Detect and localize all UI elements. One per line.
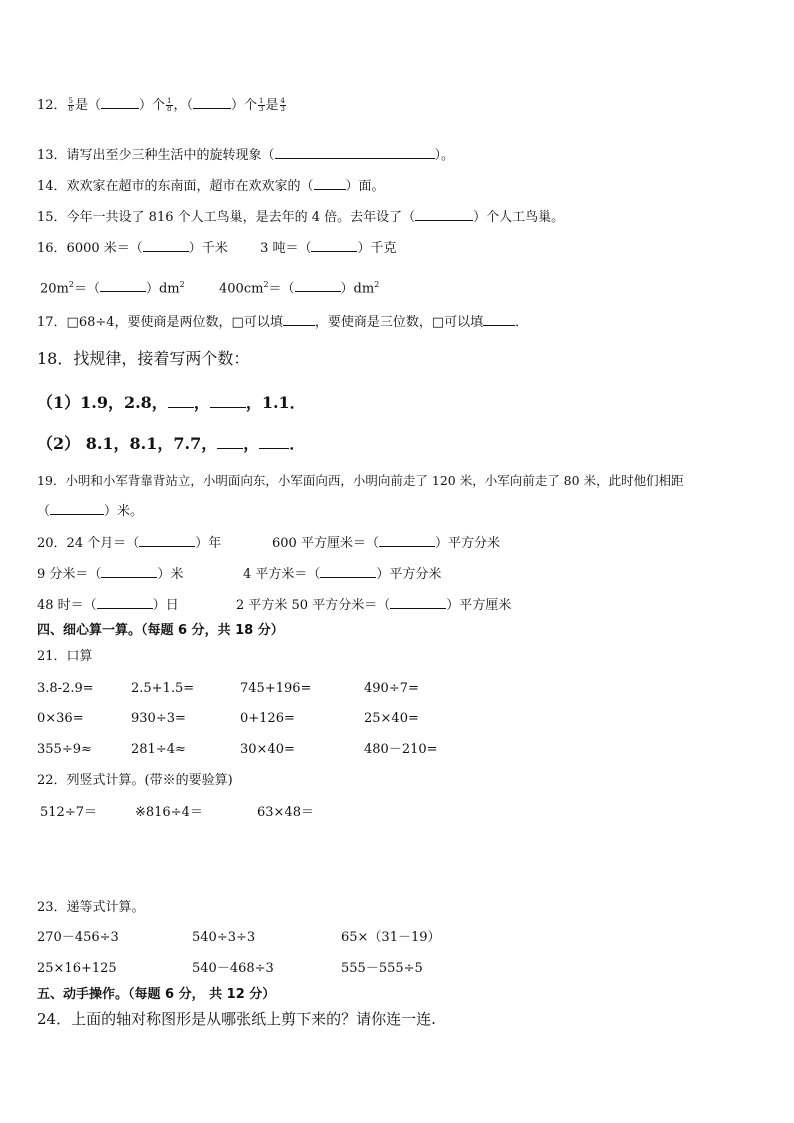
vertical-calc-item: 63×48＝: [257, 805, 314, 820]
question-13: [37, 146, 454, 165]
answer-blank[interactable]: [217, 436, 243, 449]
answer-blank[interactable]: [415, 208, 473, 221]
text: ，1.1．: [245, 393, 306, 412]
text: ）米。: [104, 504, 144, 519]
text: ）平方分米: [434, 536, 500, 551]
answer-blank[interactable]: [295, 279, 341, 292]
text: ）。: [434, 148, 455, 163]
answer-blank[interactable]: [101, 96, 139, 109]
text: 20m: [40, 281, 69, 297]
text: 9 分米＝（: [37, 567, 102, 582]
answer-blank[interactable]: [259, 436, 289, 449]
text: ）千克: [357, 241, 397, 256]
text: 是（: [75, 98, 102, 113]
fraction: $\frac{1}{3}$: [259, 97, 264, 113]
step-calc-item: 555－555÷5: [341, 961, 423, 976]
text: ，: [193, 393, 210, 412]
question-20-d: [243, 565, 441, 584]
answer-blank[interactable]: [314, 177, 346, 190]
fraction: $\frac{4}{3}$: [280, 97, 285, 113]
question-16: [37, 239, 396, 258]
answer-blank[interactable]: [97, 596, 153, 609]
text: ．: [515, 315, 529, 330]
text: ）年: [195, 536, 222, 551]
answer-blank[interactable]: [390, 596, 446, 609]
step-calc-item: 540÷3÷3: [192, 930, 256, 945]
oral-calc-item: 30×40=: [240, 742, 295, 757]
question-19-answer: [37, 502, 143, 521]
answer-blank[interactable]: [210, 395, 246, 408]
text: ，要使商是三位数，□可以填: [314, 315, 484, 330]
question-20-row-1: [37, 534, 221, 553]
oral-calc-item: 0×36=: [37, 711, 84, 726]
step-calc-item: 25×16+125: [37, 961, 117, 976]
text: ）个: [139, 98, 166, 113]
question-20-f: [236, 596, 511, 615]
oral-calc-item: 2.5+1.5=: [131, 681, 195, 696]
answer-blank[interactable]: [283, 313, 315, 326]
text: 15．今年一共设了 816 个人工鸟巢，是去年的 4 倍。去年设了（: [37, 210, 416, 225]
answer-blank[interactable]: [379, 534, 435, 547]
question-21-title: 21．口算: [37, 649, 93, 664]
text: 600 平方厘米＝（: [272, 536, 379, 551]
text: ）日: [152, 598, 179, 613]
oral-calc-item: 355÷9≈: [37, 742, 92, 757]
step-calc-item: 65×（31－19）: [341, 930, 441, 945]
fraction: $\frac{5}{8}$: [68, 97, 74, 113]
question-18: [37, 350, 249, 368]
text: 2 平方米 50 平方分米＝（: [236, 598, 391, 613]
step-calc-item: 540－468÷3: [192, 961, 274, 976]
question-22-title: 22．列竖式计算。(带※的要验算): [37, 773, 233, 788]
text: ）千米: [188, 241, 228, 256]
answer-blank[interactable]: [101, 565, 157, 578]
question-19: [37, 472, 684, 490]
answer-blank[interactable]: [168, 395, 194, 408]
text: 17．□68÷4，要使商是两位数，□可以填: [37, 315, 283, 330]
answer-blank[interactable]: [483, 313, 515, 326]
text: 19．小明和小军背靠背站立，小明面向东，小军面向西，小明向前走了 120 米，小军向前走了 80 米，此时他们相距: [37, 473, 684, 488]
oral-calc-item: 3.8-2.9=: [37, 681, 94, 696]
question-17: [37, 313, 528, 332]
answer-blank[interactable]: [320, 565, 376, 578]
answer-blank[interactable]: [311, 239, 357, 252]
text: ）个人工鸟巢。: [473, 210, 565, 225]
oral-calc-item: 480－210=: [364, 742, 438, 757]
text: ）平方厘米: [446, 598, 512, 613]
question-15: [37, 208, 564, 227]
section-heading-5: 五、动手操作。（每题 6 分， 共 12 分）: [37, 987, 276, 1002]
question-20-row-3: [37, 596, 179, 615]
text: ＝（: [73, 281, 100, 297]
text: ，（: [173, 98, 194, 113]
vertical-calc-item: 512÷7＝: [40, 805, 97, 820]
text: 16．6000 米＝（: [37, 241, 143, 256]
text: 13．请写出至少三种生活中的旋转现象（: [37, 148, 275, 163]
answer-blank[interactable]: [50, 502, 104, 515]
question-16-area: [40, 276, 379, 298]
question-18-part-1: [37, 394, 306, 412]
text: 14．欢欢家在超市的东南面，超市在欢欢家的（: [37, 179, 314, 194]
vertical-calc-item: ※816÷4＝: [135, 805, 203, 820]
text: （2） 8.1，8.1，7.7，: [37, 434, 218, 453]
answer-blank[interactable]: [193, 96, 231, 109]
oral-calc-item: 490÷7=: [364, 681, 419, 696]
answer-blank[interactable]: [139, 534, 195, 547]
text: 4 平方米＝（: [243, 567, 321, 582]
text: 20．24 个月＝（: [37, 536, 140, 551]
text: 400cm: [219, 281, 264, 297]
oral-calc-item: 930÷3=: [131, 711, 186, 726]
text: ）平方分米: [376, 567, 442, 582]
question-20-b: [272, 534, 500, 553]
text: ，: [243, 434, 260, 453]
question-23-title: 23．递等式计算。: [37, 900, 145, 915]
question-title: 18．找规律，接着写两个数：: [37, 349, 250, 368]
question-20-row-2: [37, 565, 183, 584]
text: ．: [289, 434, 306, 453]
section-heading-4: 四、细心算一算。（每题 6 分，共 18 分）: [37, 623, 284, 638]
text: ）米: [157, 567, 184, 582]
exponent: 2: [68, 280, 74, 289]
answer-blank[interactable]: [275, 146, 435, 159]
question-18-part-2: [37, 435, 305, 453]
oral-calc-item: 745+196=: [240, 681, 312, 696]
text: 3 吨＝（: [260, 241, 312, 256]
step-calc-item: 270－456÷3: [37, 930, 119, 945]
answer-blank[interactable]: [143, 239, 189, 252]
text: ）面。: [345, 179, 385, 194]
text: （1）1.9，2.8，: [37, 393, 168, 412]
exponent: 2: [179, 280, 185, 289]
text: ）个: [231, 98, 258, 113]
text: ）dm: [145, 281, 180, 297]
exponent: 2: [263, 280, 269, 289]
text: ）dm: [340, 281, 375, 297]
text: 48 时＝（: [37, 598, 97, 613]
question-24: 24．上面的轴对称图形是从哪张纸上剪下来的？请你连一连.: [37, 1010, 436, 1028]
question-number: 12．: [37, 98, 67, 113]
oral-calc-item: 25×40=: [364, 711, 419, 726]
text: （: [37, 504, 51, 519]
answer-blank[interactable]: [100, 279, 146, 292]
question-14: [37, 177, 385, 196]
fraction: $\frac{1}{8}$: [167, 97, 172, 113]
oral-calc-item: 0+126=: [240, 711, 295, 726]
oral-calc-item: 281÷4≈: [131, 742, 186, 757]
exponent: 2: [374, 280, 380, 289]
question-12: [37, 96, 287, 115]
text: ＝（: [268, 281, 295, 297]
text: 是: [265, 98, 279, 113]
